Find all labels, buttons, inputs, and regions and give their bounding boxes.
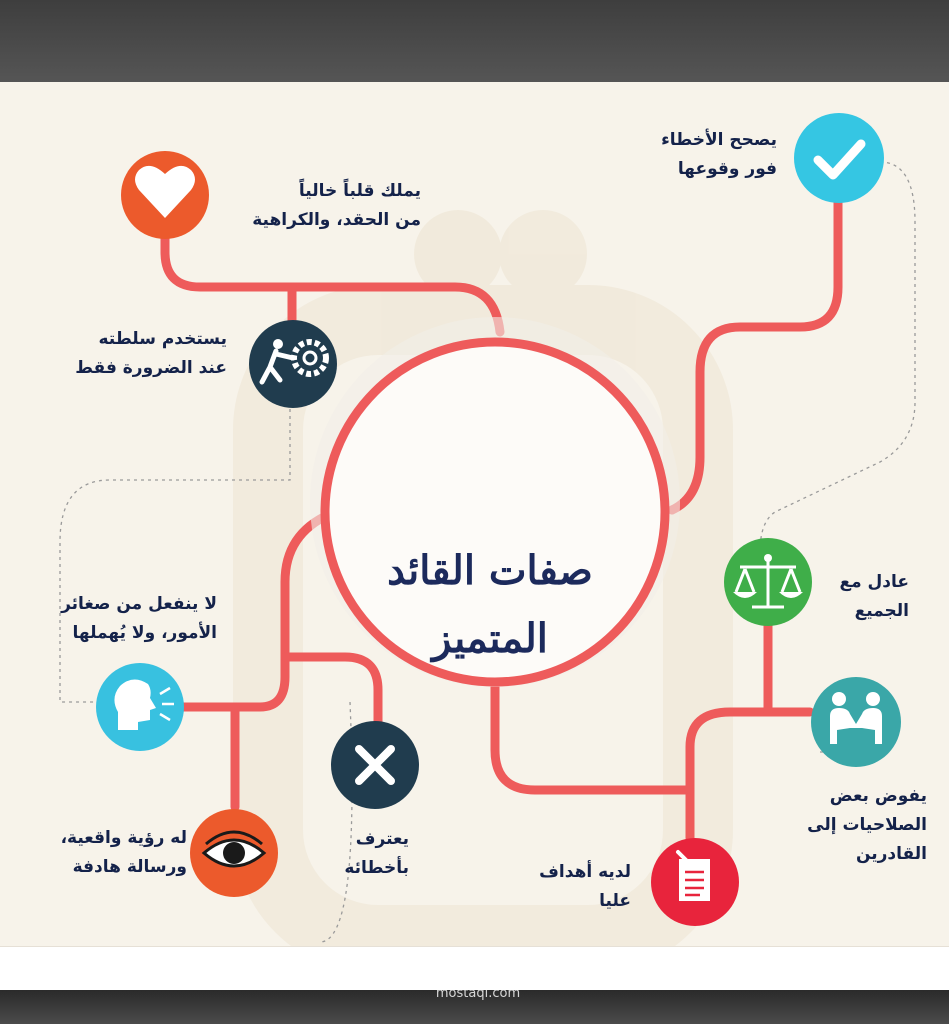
top-dark-band [0, 0, 949, 82]
label-delegates: يفوض بعض الصلاحيات إلى القادرين [807, 786, 927, 864]
gear-worker-icon [249, 320, 337, 408]
center-title-line: المتميز [432, 615, 548, 662]
eye-icon [190, 809, 278, 897]
label-pure-heart: يملك قلباً خالياً من الحقد، والكراهية [252, 181, 421, 230]
infographic-canvas [0, 82, 949, 990]
center-title-line: صفات القائد [387, 547, 593, 594]
document-icon [651, 838, 739, 926]
check-icon [794, 113, 884, 203]
heart-icon [121, 151, 209, 239]
scale-icon [724, 538, 812, 626]
handshake-icon [811, 677, 901, 767]
label-not-reactive: لا ينفعل من صغائر الأمور، ولا يُهملها [61, 594, 217, 643]
label-fair: عادل مع الجميع [839, 572, 909, 621]
label-corrects-mistakes: يصحح الأخطاء فور وقوعها [661, 130, 777, 179]
watermark-latin: mostaqi.com [435, 986, 521, 1001]
speaking-head-icon [96, 663, 184, 751]
center-title [330, 537, 650, 673]
label-uses-authority: يستخدم سلطته عند الضرورة فقط [75, 329, 227, 378]
label-high-goals: لديه أهداف عليا [539, 862, 631, 911]
watermark-arabic: مستقل [419, 943, 537, 981]
label-admits-mistakes: يعترف بأخطائه [344, 829, 409, 878]
cross-icon [331, 721, 419, 809]
label-vision: له رؤية واقعية، ورسالة هادفة [60, 828, 187, 877]
